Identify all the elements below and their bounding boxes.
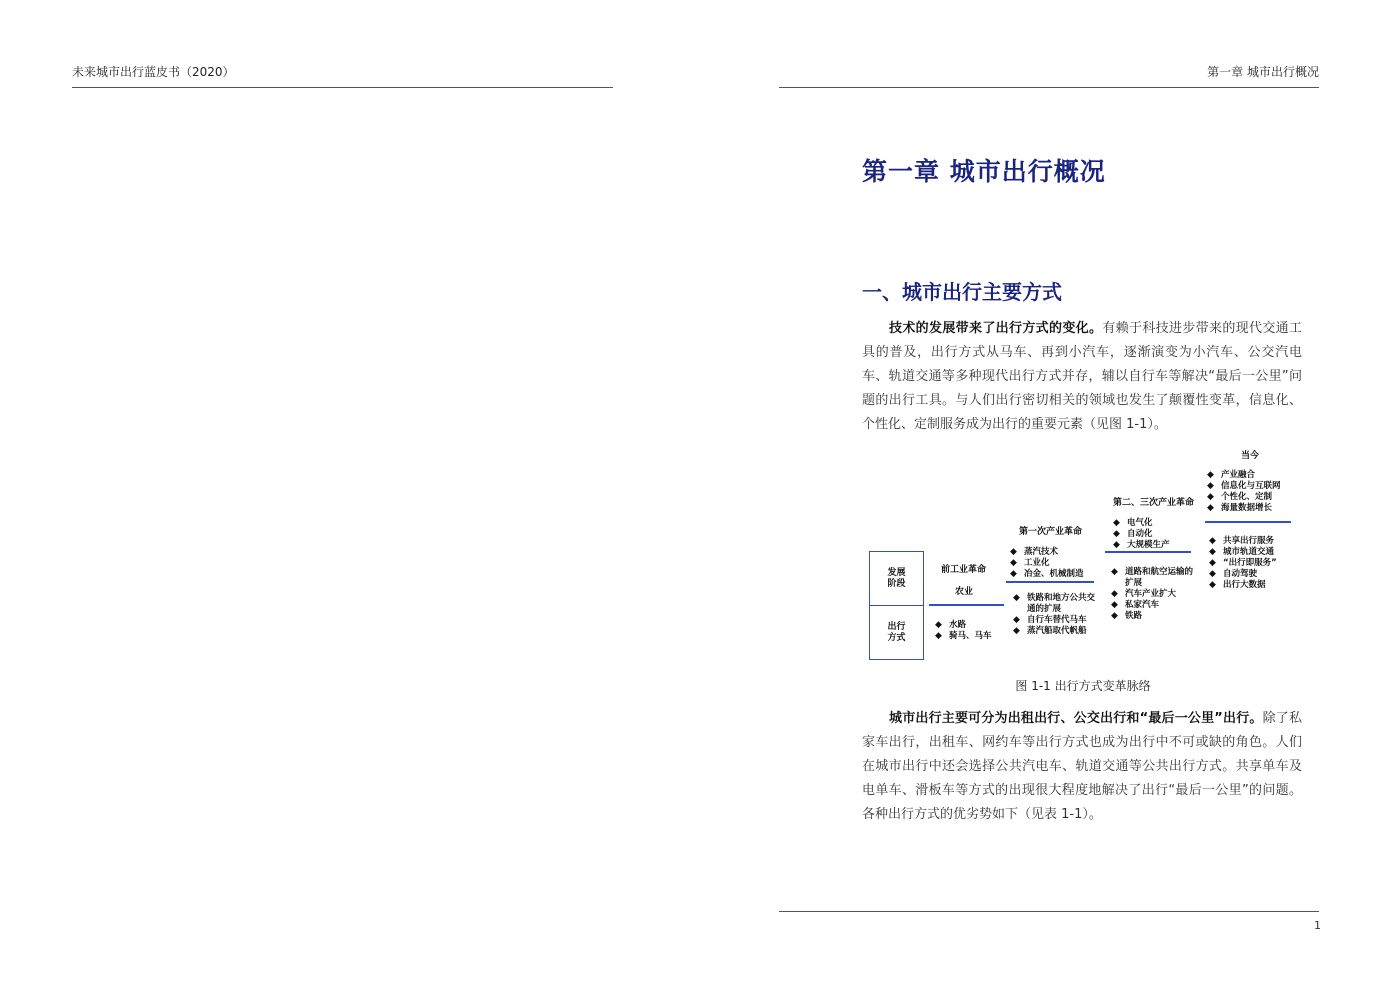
- stage-line-1: [1006, 581, 1094, 583]
- list-item: ◆ 大规模生产: [1113, 540, 1170, 551]
- stage-line-2: [1105, 551, 1191, 553]
- left-running-head: 未来城市出行蓝皮书（2020）: [72, 65, 235, 79]
- list-item: ◆ 出行大数据: [1209, 580, 1277, 591]
- list-item: ◆ 骑马、马车: [935, 631, 992, 642]
- list-item: ◆ 汽车产业扩大: [1111, 589, 1197, 600]
- paragraph-1-lead: 技术的发展带来了出行方式的变化。: [889, 321, 1103, 336]
- stage-modes-2: [1111, 567, 1197, 622]
- stage-title-1: 第一次产业革命: [1019, 527, 1083, 537]
- left-page: [0, 0, 695, 983]
- figure-caption-text: 图 1-1 出行方式变革脉络: [1015, 679, 1151, 693]
- figure-caption: [695, 677, 1391, 694]
- stage-line-0: [929, 604, 1004, 606]
- evolution-figure: [869, 444, 1309, 666]
- stage-title-2: 第二、三次产业革命: [1113, 498, 1195, 508]
- stage-title-3: 当今: [1241, 451, 1260, 461]
- list-item: ◆ 产业融合: [1207, 470, 1281, 481]
- list-item: ◆ 蒸汽船取代帆船: [1013, 626, 1099, 637]
- stage-line-3: [1205, 521, 1291, 523]
- stage-modes-3: [1209, 536, 1277, 591]
- left-header-rule: [72, 87, 613, 88]
- stage-dev-2: [1113, 518, 1170, 551]
- right-page: [695, 0, 1391, 983]
- footer-rule: [779, 911, 1319, 912]
- list-item: ◆ 海量数据增长: [1207, 503, 1281, 514]
- list-item: ◆ 电气化: [1113, 518, 1170, 529]
- list-item: ◆ 水路: [935, 620, 992, 631]
- right-header-rule: [779, 87, 1319, 88]
- list-item: ◆ 共享出行服务: [1209, 536, 1277, 547]
- stage-modes-0: [935, 620, 992, 642]
- list-item: ◆ 城市轨道交通: [1209, 547, 1277, 558]
- paragraph-2-lead: 城市出行主要可分为出租出行、公交出行和“最后一公里”出行。: [889, 711, 1263, 726]
- stage-dev-1: [1010, 547, 1084, 580]
- list-item: ◆ 个性化、定制: [1207, 492, 1281, 503]
- list-item: ◆ 自行车替代马车: [1013, 615, 1099, 626]
- page-number: 1: [1314, 919, 1321, 932]
- stage-row-label: 发展 阶段: [887, 568, 906, 589]
- paragraph-1-text: 有赖于科技进步带来的现代交通工具的普及，出行方式从马车、再到小汽车，逐渐演变为小汽车、公交汽电车、轨道交通等多种现代出行方式并存，辅以自行车等解决“最后一公里”问题的出行工具。与人们出行密切相关的领域也发生了颠覆性变革，信息化、个性化、定制服务成为出行的重要元素（见图 1-1）。: [862, 321, 1302, 432]
- list-item: ◆ 信息化与互联网: [1207, 481, 1281, 492]
- stage-title-0: 前工业革命: [941, 565, 987, 575]
- list-item: ◆ 冶金、机械制造: [1010, 569, 1084, 580]
- paragraph-1: [862, 317, 1302, 437]
- list-item: ◆ 道路和航空运输的扩展: [1111, 567, 1197, 589]
- stage-dev-3: [1207, 470, 1281, 514]
- list-item: ◆ 自动化: [1113, 529, 1170, 540]
- paragraph-2-text: 除了私家车出行，出租车、网约车等出行方式也成为出行中不可或缺的角色。人们在城市出行中还会选择公共汽电车、轨道交通等公共出行方式。共享单车及电单车、滑板车等方式的出现很大程度地解决了出行“最后一公里”的问题。各种出行方式的优劣势如下（见表 1-1）。: [862, 711, 1302, 822]
- list-item: ◆ 蒸汽技术: [1010, 547, 1084, 558]
- list-item: ◆ 自动驾驶: [1209, 569, 1277, 580]
- list-item: ◆ 工业化: [1010, 558, 1084, 569]
- paragraph-2: [862, 707, 1302, 827]
- mode-row-label: 出行 方式: [887, 622, 906, 643]
- list-item: ◆ 私家汽车: [1111, 600, 1197, 611]
- list-item: ◆ 铁路: [1111, 611, 1197, 622]
- list-item: ◆ 铁路和地方公共交通的扩展: [1013, 593, 1099, 615]
- stage-dev-plain-0: 农业: [955, 587, 974, 597]
- chapter-title: 第一章 城市出行概况: [862, 157, 1106, 186]
- section-title: 一、城市出行主要方式: [862, 280, 1062, 304]
- right-running-head: 第一章 城市出行概况: [1207, 65, 1319, 79]
- list-item: ◆ “出行即服务”: [1209, 558, 1277, 569]
- stage-modes-1: [1013, 593, 1099, 637]
